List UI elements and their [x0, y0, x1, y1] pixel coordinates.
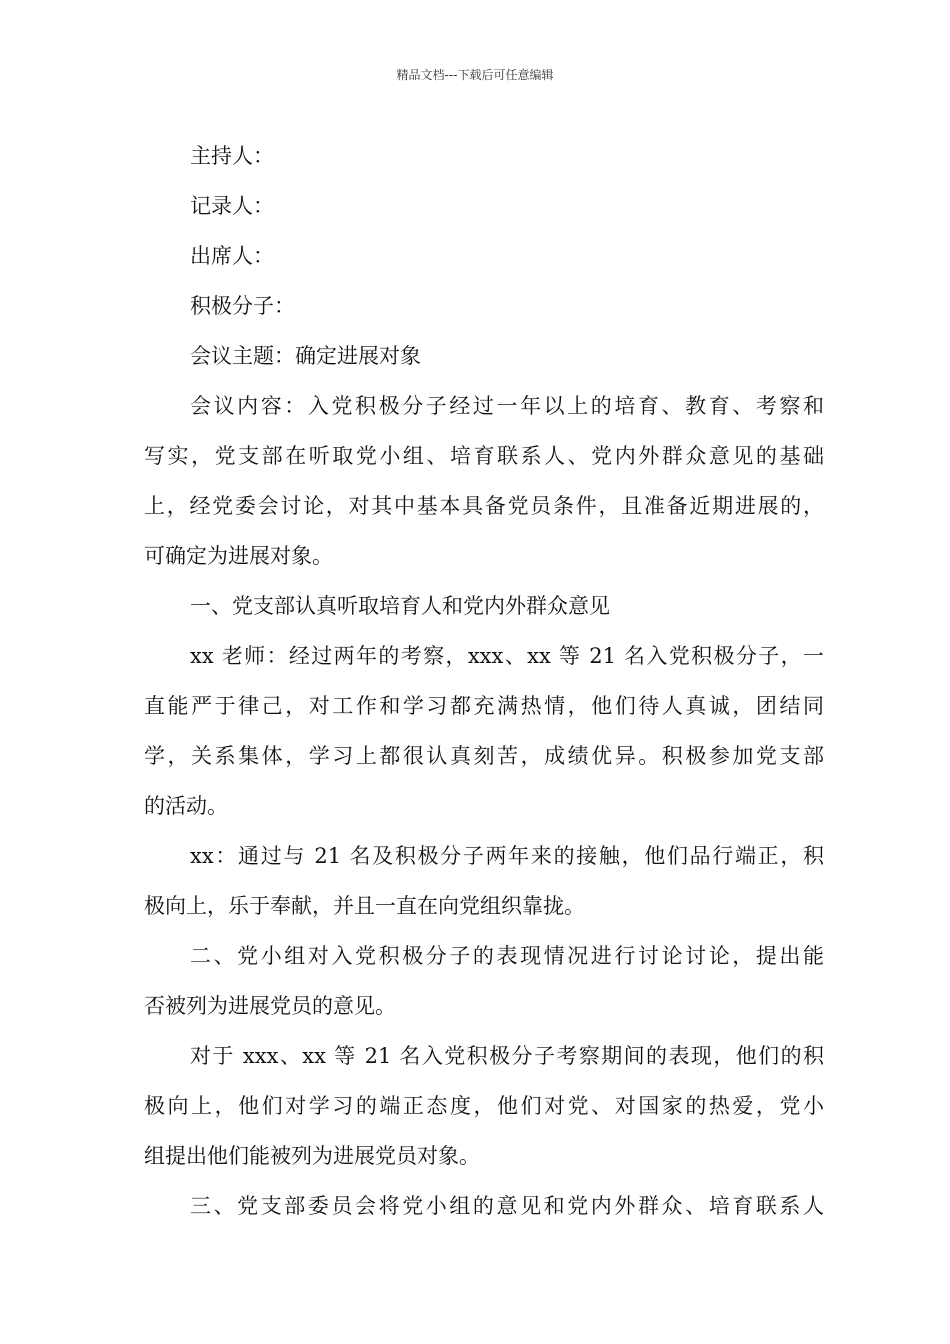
meta-activists: 积极分子：	[190, 294, 295, 318]
paragraph-line: 组提出他们能被列为进展党员对象。	[144, 1144, 480, 1168]
paragraph-line: 可确定为进展对象。	[144, 544, 333, 568]
paragraph-line: 极向上，他们对学习的端正态度，他们对党、对国家的热爱，党小	[144, 1094, 824, 1118]
paragraph-line: 否被列为进展党员的意见。	[144, 994, 396, 1018]
paragraph-line: 二、党小组对入党积极分子的表现情况进行讨论讨论，提出能	[190, 944, 824, 968]
page-header: 精品文档---下载后可任意编辑	[396, 68, 554, 82]
paragraph-line: 极向上，乐于奉献，并且一直在向党组织靠拢。	[144, 894, 585, 918]
meta-recorder: 记录人：	[190, 194, 274, 218]
paragraph-line: 学，关系集体，学习上都很认真刻苦，成绩优异。积极参加党支部	[144, 744, 824, 768]
section-two-heading	[144, 931, 824, 1031]
paragraph-teacher-statement	[144, 631, 824, 831]
paragraph-meeting-content	[144, 381, 824, 581]
paragraph-xx-statement	[144, 831, 824, 931]
paragraph-line: xx：通过与 21 名及积极分子两年来的接触，他们品行端正，积	[190, 844, 824, 868]
paragraph-line: 对于 xxx、xx 等 21 名入党积极分子考察期间的表现，他们的积	[190, 1044, 824, 1068]
paragraph-line: 上，经党委会讨论，对其中基本具备党员条件，且准备近期进展的，	[144, 494, 824, 518]
paragraph-line: xx 老师：经过两年的考察，xxx、xx 等 21 名入党积极分子，一	[190, 644, 824, 668]
paragraph-line: 三、党支部委员会将党小组的意见和党内外群众、培育联系人	[190, 1194, 824, 1218]
section-one-heading	[144, 581, 824, 631]
section-three-heading	[144, 1181, 824, 1231]
meta-topic: 会议主题：确定进展对象	[190, 344, 421, 368]
paragraph-line: 会议内容：入党积极分子经过一年以上的培育、教育、考察和	[190, 394, 824, 418]
paragraph-line: 一、党支部认真听取培育人和党内外群众意见	[190, 594, 610, 618]
paragraph-line: 的活动。	[144, 794, 228, 818]
paragraph-group-opinion	[144, 1031, 824, 1181]
paragraph-line: 写实，党支部在听取党小组、培育联系人、党内外群众意见的基础	[144, 444, 824, 468]
paragraph-line: 直能严于律己，对工作和学习都充满热情，他们待人真诚，团结同	[144, 694, 824, 718]
meta-attendees: 出席人：	[190, 244, 274, 268]
meta-host: 主持人：	[190, 144, 274, 168]
document-body	[144, 131, 824, 1231]
